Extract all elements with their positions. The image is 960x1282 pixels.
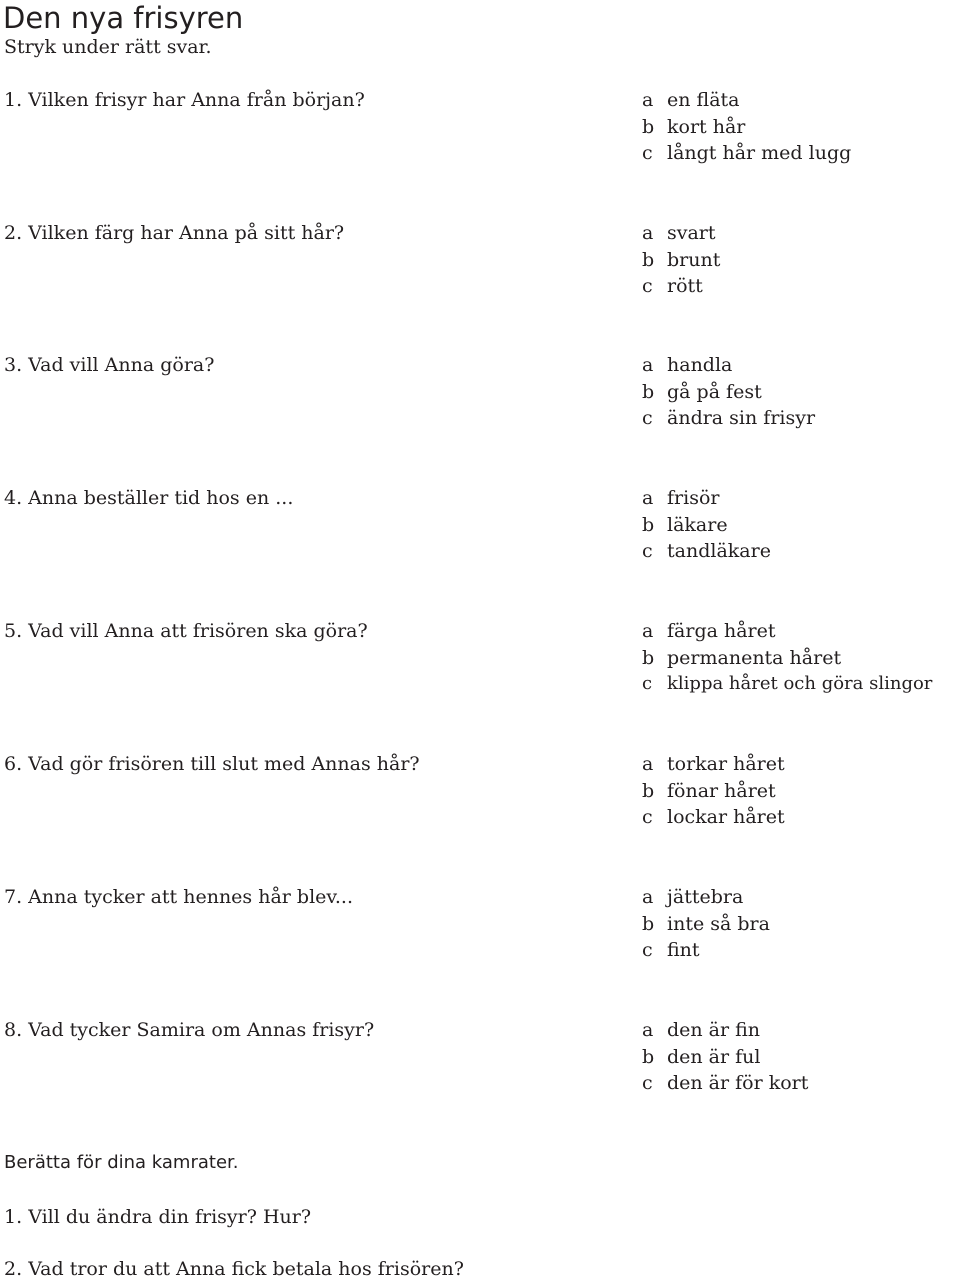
question-2 [4,220,344,246]
option-letter: c [642,407,653,430]
followup-text: Vill du ändra din frisyr? Hur? [28,1206,312,1228]
option-text: gå på fest [667,380,762,403]
option-b[interactable] [642,512,771,539]
option-text: kort hår [667,115,746,138]
option-c[interactable] [642,937,770,964]
option-letter: a [642,753,654,775]
question-6 [4,751,420,777]
option-c[interactable] [642,405,815,432]
question-number: 7. [4,886,23,908]
option-b[interactable] [642,911,770,938]
question-text: Vad gör frisören till slut med Annas hår? [28,753,420,775]
option-text: långt hår med lugg [667,142,852,165]
page-title: Den nya frisyren [3,1,244,35]
option-a[interactable] [642,1017,808,1044]
option-a[interactable] [642,884,770,911]
question-number: 4. [4,487,23,509]
option-text: handla [667,354,733,376]
question-number: 5. [4,620,23,642]
question-8 [4,1017,374,1043]
question-3 [4,352,214,378]
option-c[interactable] [642,273,720,300]
question-1 [4,87,365,113]
option-letter: b [642,912,655,935]
option-text: fönar håret [667,779,776,802]
option-text: rött [667,275,703,298]
option-letter: b [642,115,655,138]
option-letter: c [642,806,653,829]
option-letter: a [642,354,654,376]
question-7 [4,884,353,910]
option-letter: a [642,487,654,509]
option-letter: b [642,380,655,403]
question-text: Anna tycker att hennes hår blev... [28,886,353,908]
option-a[interactable] [642,352,815,379]
question-5 [4,618,368,644]
option-text: den är för kort [667,1072,809,1095]
options-7 [642,884,770,964]
option-letter: a [642,89,654,111]
option-letter: b [642,646,655,669]
option-text: brunt [667,248,721,271]
option-text: färga håret [667,620,776,642]
question-number: 1. [4,89,23,111]
options-2 [642,220,720,300]
options-3 [642,352,815,432]
question-text: Vilken färg har Anna på sitt hår? [28,222,345,244]
option-letter: a [642,1019,654,1041]
option-letter: c [642,939,653,962]
option-letter: c [642,275,653,298]
option-b[interactable] [642,114,851,141]
option-text: den är fin [667,1019,761,1041]
options-5 [642,618,932,698]
option-text: den är ful [667,1045,761,1068]
question-number: 8. [4,1019,23,1041]
option-letter: c [642,1072,653,1095]
options-4 [642,485,771,565]
option-letter: b [642,513,655,536]
question-text: Anna beställer tid hos en ... [28,487,294,509]
option-a[interactable] [642,87,851,114]
question-number: 3. [4,354,23,376]
options-6 [642,751,785,831]
question-number: 2. [4,222,23,244]
option-b[interactable] [642,645,932,672]
option-text: frisör [667,487,720,509]
option-text: läkare [667,513,728,536]
options-8 [642,1017,808,1097]
option-text: fint [667,939,700,962]
question-text: Vad vill Anna göra? [28,354,215,376]
option-a[interactable] [642,220,720,247]
option-letter: c [642,673,653,695]
option-a[interactable] [642,751,785,778]
option-letter: b [642,248,655,271]
instruction-text: Stryk under rätt svar. [4,36,212,58]
options-1 [642,87,851,167]
option-a[interactable] [642,618,932,645]
option-text: inte så bra [667,912,770,935]
question-text: Vad tycker Samira om Annas frisyr? [28,1019,375,1041]
option-text: jättebra [667,886,744,908]
option-text: klippa håret och göra slingor [667,673,933,695]
question-text: Vad vill Anna att frisören ska göra? [28,620,368,642]
followup-text: Vad tror du att Anna fick betala hos frisören? [28,1258,464,1280]
option-text: en fläta [667,89,740,111]
option-letter: b [642,779,655,802]
option-c[interactable] [642,804,785,831]
option-b[interactable] [642,778,785,805]
option-c[interactable] [642,140,851,167]
option-letter: a [642,222,654,244]
option-letter: a [642,620,654,642]
option-text: torkar håret [667,753,785,775]
option-c[interactable] [642,538,771,565]
option-text: permanenta håret [667,646,842,669]
option-letter: a [642,886,654,908]
tell-heading: Berätta för dina kamrater. [4,1152,239,1173]
question-number: 6. [4,753,23,775]
option-b[interactable] [642,1044,808,1071]
option-b[interactable] [642,247,720,274]
question-text: Vilken frisyr har Anna från början? [28,89,365,111]
option-letter: c [642,540,653,563]
followup-question-1 [4,1204,311,1230]
option-c[interactable] [642,1070,808,1097]
option-letter: c [642,142,653,165]
option-a[interactable] [642,485,771,512]
followup-number: 2. [4,1258,23,1280]
option-letter: b [642,1045,655,1068]
option-text: lockar håret [667,806,785,829]
option-text: svart [667,222,716,244]
followup-number: 1. [4,1206,23,1228]
option-c[interactable] [642,671,932,698]
option-text: tandläkare [667,540,771,563]
question-4 [4,485,293,511]
followup-question-2 [4,1256,464,1282]
option-b[interactable] [642,379,815,406]
option-text: ändra sin frisyr [667,407,816,430]
